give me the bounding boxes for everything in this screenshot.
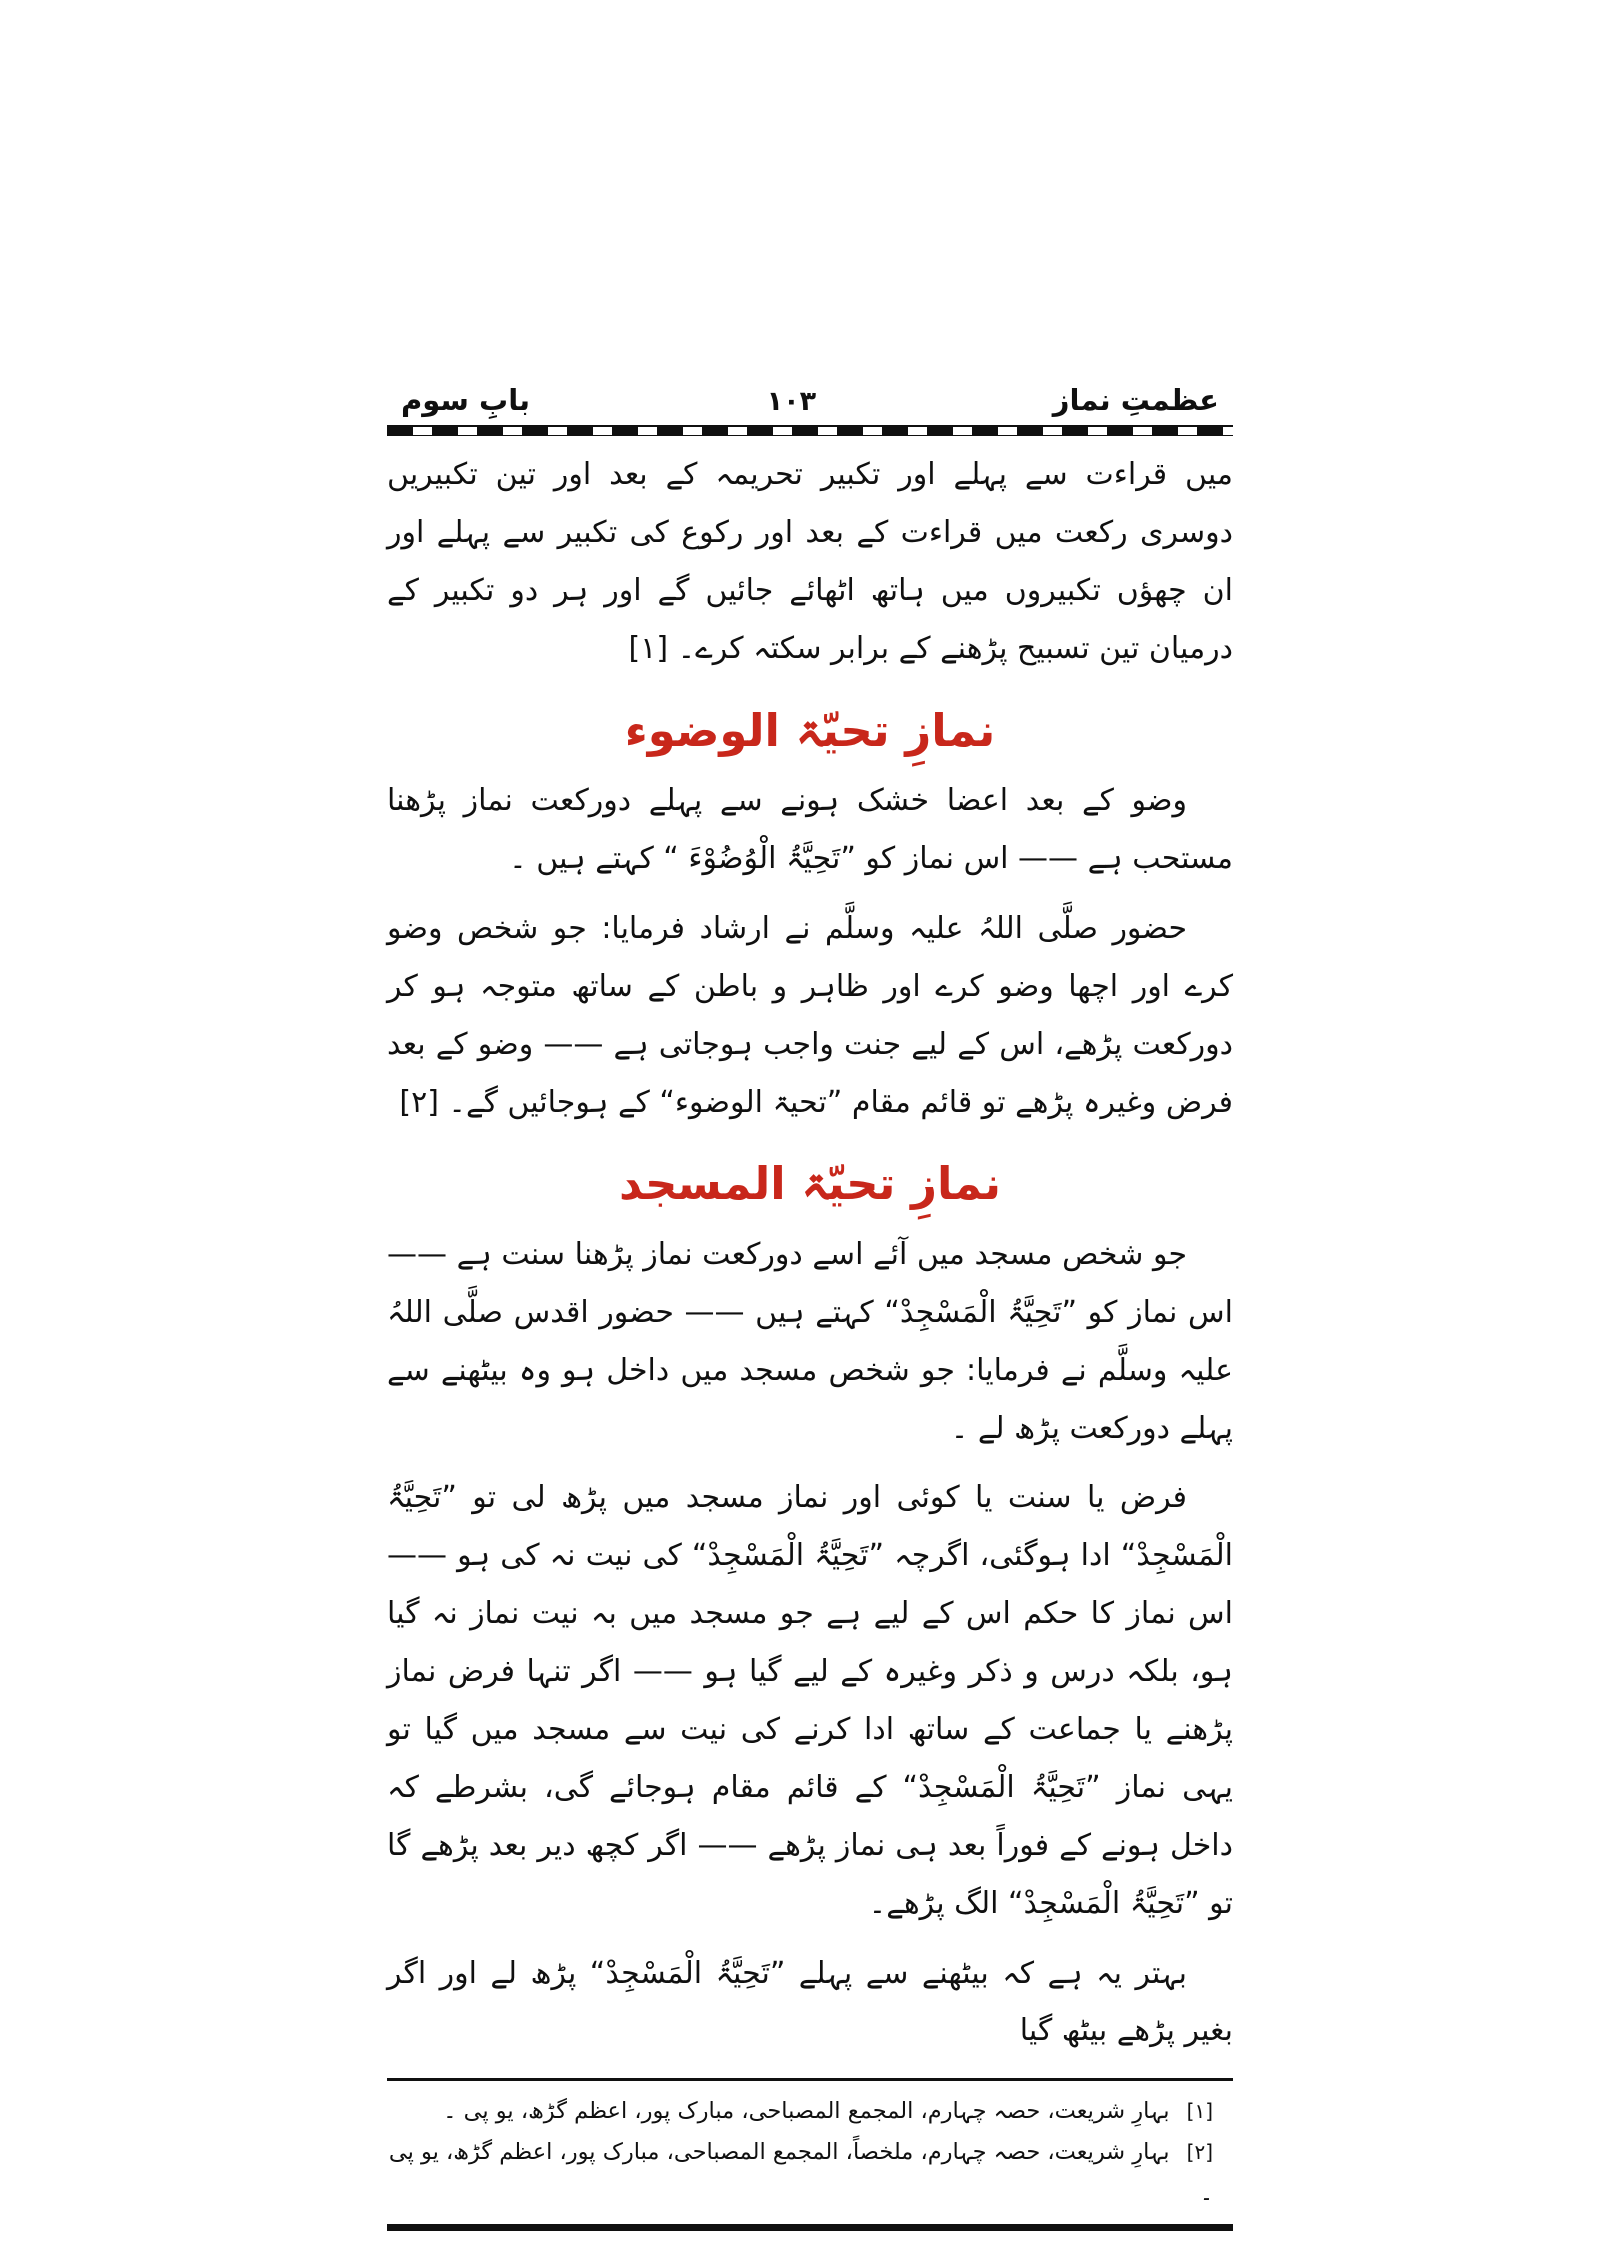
footnote-2 xyxy=(387,2132,1213,2214)
footnote-1 xyxy=(387,2091,1213,2132)
running-header xyxy=(387,383,1233,425)
section-heading-tahiyyat-ul-wudu: نمازِ تحیّۃ الوضوء xyxy=(624,703,996,757)
paragraph-takbeer-continuation: میں قراءت سے پہلے اور تکبیر تحریمہ کے بعد اور تین تکبیریں دوسری رکعت میں قراءت کے بعد اور رکوع کی تکبیر سے پہلے اور ان چھؤں تکبیروں میں ہاتھ اٹھائے جائیں گے اور ہر دو تکبیر کے درمیان تین تسبیح پڑھنے کے برابر سکتہ کرے۔ [۱] xyxy=(387,457,1233,666)
paragraph-masjid-rules: فرض یا سنت یا کوئی اور نماز مسجد میں پڑھ لی تو ”تَحِیَّۃُ الْمَسْجِدْ“ ادا ہوگئی، اگرچہ ”تَحِیَّۃُ الْمَسْجِدْ“ کی نیت نہ کی ہو —— اس نماز کا حکم اس کے لیے ہے جو مسجد میں بہ نیت نماز نہ گیا ہو، بلکہ درس و ذکر وغیرہ کے لیے گیا ہو —— اگر تنہا فرض نماز پڑھنے یا جماعت کے ساتھ ادا کرنے کی نیت سے مسجد میں گیا تو یہی نماز ”تَحِیَّۃُ الْمَسْجِدْ“ کے قائم مقام ہوجائے گی، بشرطے کہ داخل ہونے کے فوراً بعد ہی نماز پڑھے —— اگر کچھ دیر بعد پڑھے گا تو ”تَحِیَّۃُ الْمَسْجِدْ“ الگ پڑھے۔ xyxy=(387,1480,1233,1921)
text-column xyxy=(387,383,1233,2231)
footnotes-block xyxy=(387,2081,1233,2216)
section-heading-tahiyyat-ul-masjid: نمازِ تحیّۃ المسجد xyxy=(619,1157,1001,1211)
header-book-title: عظمتِ نماز xyxy=(1052,383,1219,417)
paragraph-masjid-behtar: بہتر یہ ہے کہ بیٹھنے سے پہلے ”تَحِیَّۃُ الْمَسْجِدْ“ پڑھ لے اور اگر بغیر پڑھے بیٹھ گیا xyxy=(387,1955,1233,2049)
bottom-border-rule xyxy=(387,2224,1233,2231)
paragraph-masjid-sunnat: جو شخص مسجد میں آئے اسے دورکعت نماز پڑھنا سنت ہے —— اس نماز کو ”تَحِیَّۃُ الْمَسْجِدْ“ کہتے ہیں —— حضور اقدس صلَّی اللہُ علیہ وسلَّم نے فرمایا: جو شخص مسجد میں داخل ہو وہ بیٹھنے سے پہلے دورکعت پڑھ لے ۔ xyxy=(387,1236,1233,1446)
footnote-2-marker: [۲] xyxy=(1186,2140,1213,2165)
page-number: ۱۰۳ xyxy=(766,386,817,417)
footnote-2-text: بہارِ شریعت، حصہ چہارم، ملخصاً، المجمع المصباحی، مبارک پور، اعظم گڑھ، یو پی ۔ xyxy=(388,2139,1213,2207)
dashed-divider xyxy=(387,425,1233,436)
paragraph-wudu-mustahab: وضو کے بعد اعضا خشک ہونے سے پہلے دورکعت نماز پڑھنا مستحب ہے —— اس نماز کو ”تَحِیَّۃُ الْوُضُوْءَ “ کہتے ہیں ۔ xyxy=(387,783,1233,876)
header-chapter-title: بابِ سوم xyxy=(401,383,530,417)
footnote-1-marker: [۱] xyxy=(1186,2099,1213,2124)
footnote-1-text: بہارِ شریعت، حصہ چہارم، المجمع المصباحی، مبارک پور، اعظم گڑھ، یو پی ۔ xyxy=(443,2098,1170,2125)
paragraph-hadith-wudu: حضور صلَّی اللہُ علیہ وسلَّم نے ارشاد فرمایا: جو شخص وضو کرے اور اچھا وضو کرے اور ظاہر و باطن کے ساتھ متوجہ ہو کر دورکعت پڑھے، اس کے لیے جنت واجب ہوجاتی ہے —— وضو کے بعد فرض وغیرہ پڑھے تو قائم مقام ”تحیۃ الوضوء“ کے ہوجائیں گے۔ [۲] xyxy=(387,910,1233,1120)
